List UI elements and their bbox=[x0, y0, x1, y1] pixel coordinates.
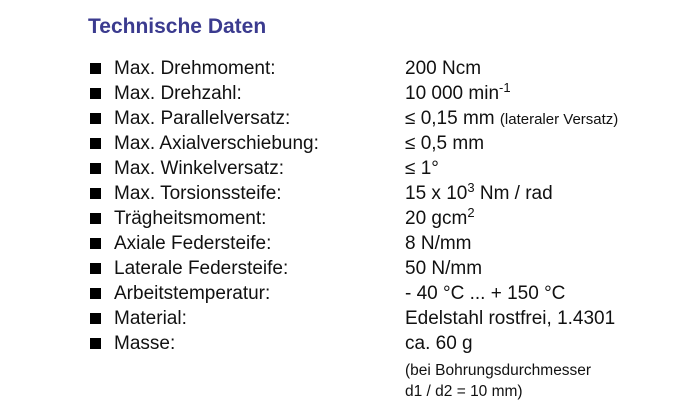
spec-row-traegheitsmoment bbox=[0, 206, 680, 231]
square-bullet-icon bbox=[90, 238, 101, 249]
spec-label: Masse: bbox=[114, 333, 176, 354]
spec-row-parallelversatz bbox=[0, 106, 680, 131]
square-bullet-icon bbox=[90, 313, 101, 324]
spec-value: Edelstahl rostfrei, 1.4301 bbox=[405, 308, 616, 329]
spec-note: (lateraler Versatz) bbox=[499, 111, 619, 128]
spec-value: ≤ 1° bbox=[405, 158, 439, 179]
spec-label: Laterale Federsteife: bbox=[114, 258, 289, 279]
spec-value: ≤ 0,15 mm (lateraler Versatz) bbox=[405, 108, 619, 129]
mass-note-line: (bei Bohrungsdurchmesser bbox=[405, 362, 592, 379]
page-title: Technische Daten bbox=[88, 15, 267, 38]
spec-label: Trägheitsmoment: bbox=[114, 208, 267, 229]
spec-label: Axiale Federsteife: bbox=[114, 233, 272, 254]
mass-note bbox=[405, 360, 591, 402]
spec-row-axialverschiebung bbox=[0, 131, 680, 156]
spec-row-drehzahl bbox=[0, 81, 680, 106]
spec-superscript: -1 bbox=[499, 80, 511, 95]
spec-value: 200 Ncm bbox=[405, 58, 482, 79]
spec-row-laterale-federsteife bbox=[0, 256, 680, 281]
spec-label: Max. Winkelversatz: bbox=[114, 158, 284, 179]
spec-value: 8 N/mm bbox=[405, 233, 472, 254]
square-bullet-icon bbox=[90, 63, 101, 74]
square-bullet-icon bbox=[90, 138, 101, 149]
mass-note-line: d1 / d2 = 10 mm) bbox=[405, 383, 523, 400]
square-bullet-icon bbox=[90, 88, 101, 99]
spec-value: 20 gcm$^2$ bbox=[405, 205, 475, 229]
spec-label: Max. Parallelversatz: bbox=[114, 108, 291, 129]
spec-row-material bbox=[0, 306, 680, 331]
spec-label: Arbeitstemperatur: bbox=[114, 283, 271, 304]
square-bullet-icon bbox=[90, 213, 101, 224]
square-bullet-icon bbox=[90, 113, 101, 124]
spec-row-torsionssteife bbox=[0, 181, 680, 206]
spec-value: 15 x $10^3$ Nm / rad bbox=[405, 180, 553, 204]
spec-row-axiale-federsteife bbox=[0, 231, 680, 256]
square-bullet-icon bbox=[90, 163, 101, 174]
square-bullet-icon bbox=[90, 338, 101, 349]
spec-value: 50 N/mm bbox=[405, 258, 483, 279]
spec-superscript: 2 bbox=[467, 205, 475, 220]
square-bullet-icon bbox=[90, 288, 101, 299]
spec-row-winkelversatz bbox=[0, 156, 680, 181]
spec-superscript: 3 bbox=[467, 180, 475, 195]
spec-row-arbeitstemperatur bbox=[0, 281, 680, 306]
spec-value: ca. 60 g bbox=[405, 333, 473, 354]
square-bullet-icon bbox=[90, 188, 101, 199]
spec-row-drehmoment bbox=[0, 56, 680, 81]
spec-label: Max. Drehmoment: bbox=[114, 58, 276, 79]
spec-value: - 40 °C ... + 150 °C bbox=[405, 283, 566, 304]
spec-row-masse bbox=[0, 331, 680, 356]
spec-label: Material: bbox=[114, 308, 187, 329]
square-bullet-icon bbox=[90, 263, 101, 274]
spec-label: Max. Drehzahl: bbox=[114, 83, 242, 104]
spec-value: ≤ 0,5 mm bbox=[405, 133, 485, 154]
spec-label: Max. Axialverschiebung: bbox=[114, 133, 319, 154]
spec-label: Max. Torsionssteife: bbox=[114, 183, 282, 204]
spec-value: 10 000 $\min^{-1}$ bbox=[405, 80, 511, 104]
